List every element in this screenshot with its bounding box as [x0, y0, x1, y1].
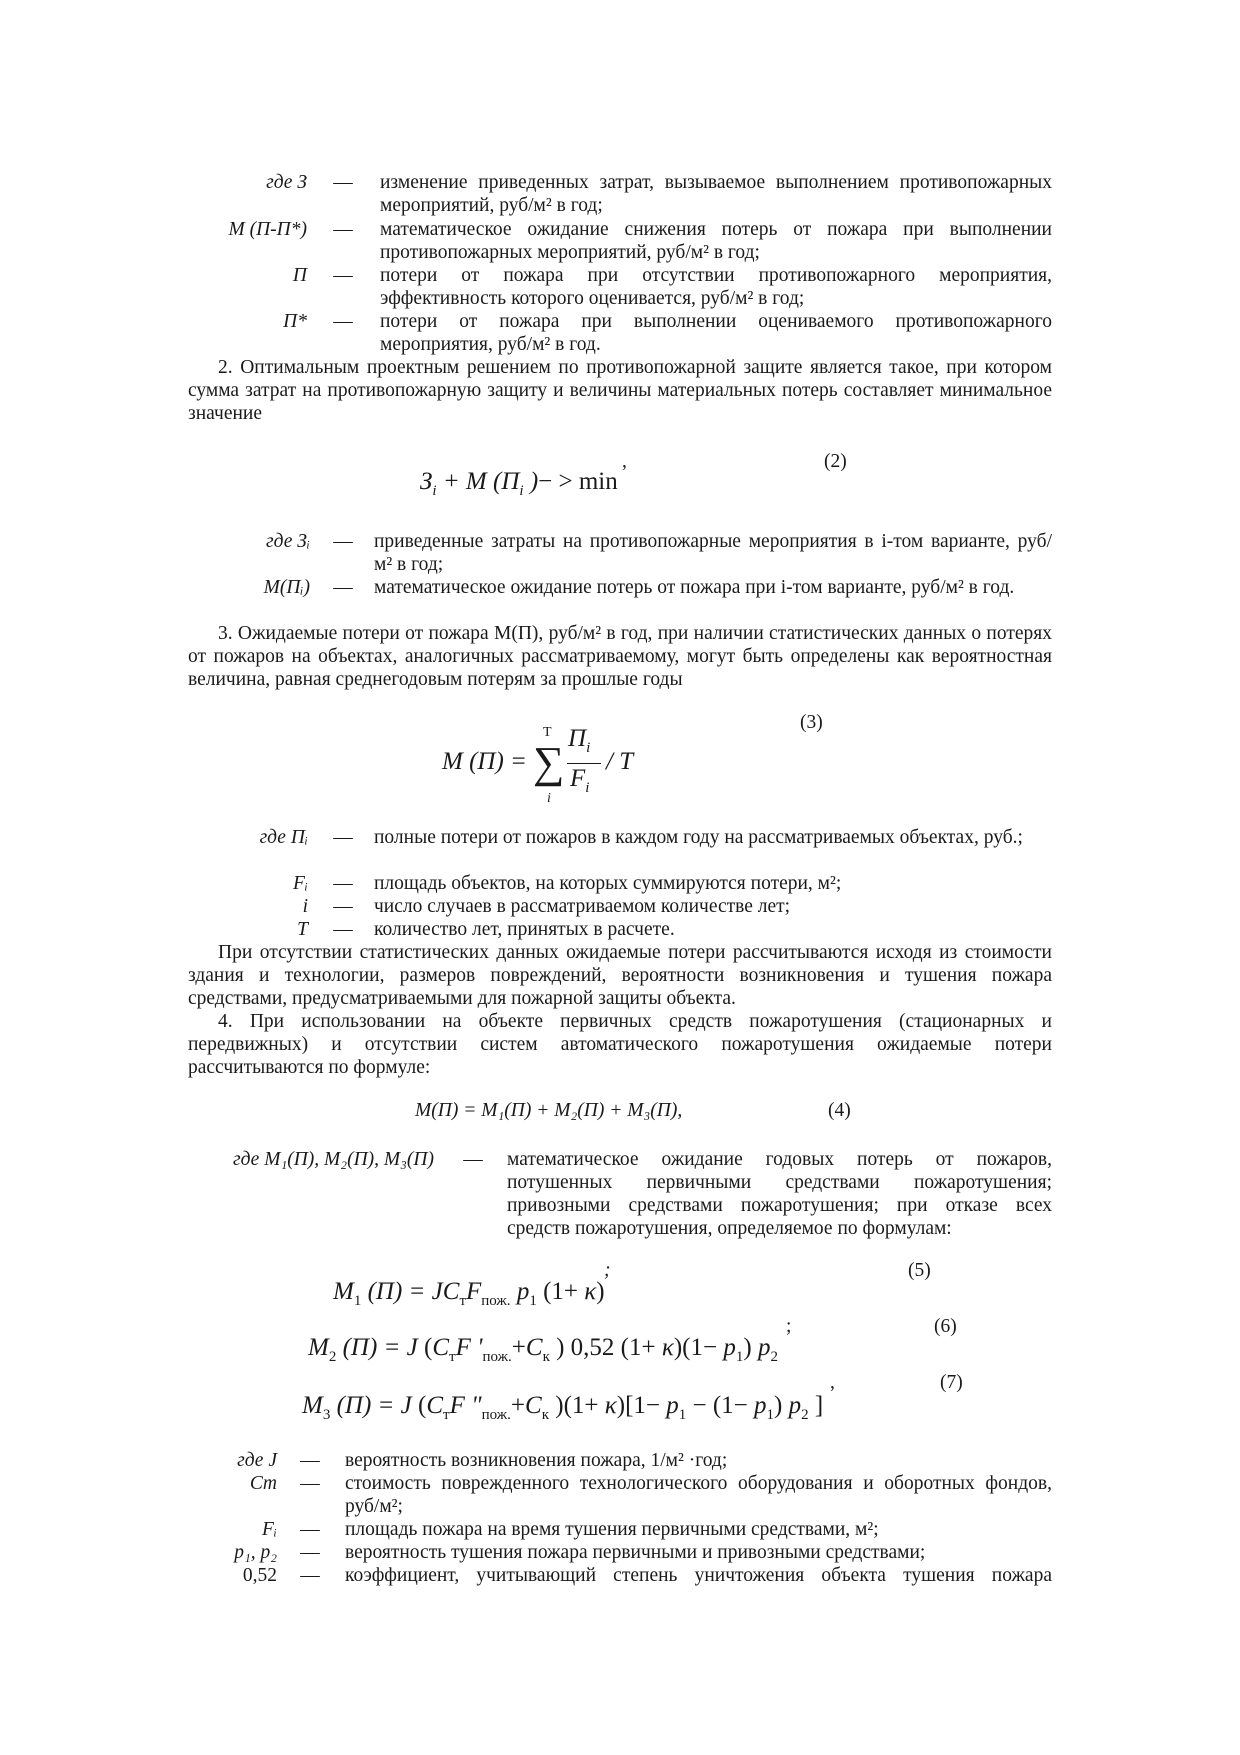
definition-term: p₁, p₂ — [234, 1542, 277, 1563]
definition-term: Cт — [249, 1473, 277, 1494]
definition-term: где Зᵢ — [266, 531, 310, 552]
formula-5-number: (5) — [908, 1260, 931, 1281]
formula-4-number: (4) — [828, 1100, 851, 1121]
definition-text: вероятность тушения пожара первичными и привозными средствами; — [345, 1542, 926, 1563]
definition-dash: — — [300, 1519, 320, 1540]
definition-text: математическое ожидание снижения потерь от пожара при выполнении противопожарных мероприятий, руб/м² в год; — [380, 219, 1052, 263]
definition-text: вероятность возникновения пожара, 1/м² ·год; — [345, 1450, 728, 1471]
formula-7: $М_3$ (П) = J ($C_тF$ "$_{пож.}+C_к$ )$(1+ \kappa)[1- p_1 - (1- p_1)$ $p_2$ ] — [302, 1392, 824, 1423]
paragraph-4: 4. При использовании на объекте первичных средств пожаротушения (стационарных и передвижных) и отсутствии систем автоматического пожаротушения ожидаемые потери рассчитываются по формуле: — [188, 1011, 1052, 1078]
formula-7-punct: , — [830, 1372, 835, 1393]
definition-dash: — — [333, 873, 353, 894]
definition-text: количество лет, принятых в расчете. — [374, 919, 675, 940]
definition-text: потери от пожара при выполнении оцениваемого противопожарного мероприятия, руб/м² в год. — [380, 311, 1052, 355]
definition-text: математическое ожидание годовых потерь от пожаров, потушенных первичными средствами пожаротушения; привозными средствами пожаротушения; при отказе всех средств пожаротушения, определяемое по формулам: — [507, 1149, 1052, 1239]
formula-2: $З_i + М$ ($П_i$ )− > min — [420, 468, 618, 499]
definition-dash: — — [333, 827, 353, 848]
definition-term: T — [297, 919, 308, 940]
definition-dash: — — [463, 1149, 483, 1170]
formula-6: $М_2$ (П) = J ($C_тF$ '$_{пож.}+C_к$ ) 0,52 $(1+ \kappa)(1- p_1)$ $p_2$ — [308, 1334, 778, 1365]
formula-5: $М_1$ $(П) = JC_тF_{пож.}$ $p_1$ (1+ κ) — [333, 1278, 605, 1309]
definition-text: коэффициент, учитывающий степень уничтожения объекта тушения пожара — [345, 1565, 1052, 1586]
definition-text: полные потери от пожаров в каждом году на рассматриваемых объектах, руб.; — [374, 827, 1023, 848]
formula-5-punct: ; — [604, 1260, 611, 1281]
definition-text: стоимость поврежденного технологического оборудования и оборотных фондов, руб/м²; — [345, 1473, 1052, 1517]
formula-6-number: (6) — [934, 1316, 957, 1337]
formula-7-number: (7) — [940, 1372, 963, 1393]
definition-dash: — — [300, 1542, 320, 1563]
formula-6-punct: ; — [786, 1316, 792, 1337]
definition-text: математическое ожидание потерь от пожара при i-том варианте, руб/м² в год. — [374, 577, 1015, 598]
definition-text: площадь объектов, на которых суммируются потери, м²; — [374, 873, 842, 894]
definition-text: потери от пожара при отсутствии противопожарного мероприятия, эффективность которого оценивается, руб/м² в год; — [380, 265, 1052, 309]
definition-term: где Пᵢ — [259, 827, 308, 848]
paragraph-3: 3. Ожидаемые потери от пожара М(П), руб/м² в год, при наличии статистических данных о потерях от пожаров на объектах, аналогичных рассматриваемому, могут быть определены как вероятностная величина, равная среднегодовым потерям за прошлые годы — [188, 623, 1052, 690]
definition-dash: — — [300, 1565, 320, 1586]
definition-dash: — — [333, 219, 353, 240]
definition-dash: — — [333, 265, 353, 286]
definition-text: площадь пожара на время тушения первичными средствами, м²; — [345, 1519, 879, 1540]
definition-term: П* — [283, 311, 307, 332]
formula-4: М(П) = М₁(П) + М₂(П) + М₃(П), — [415, 1100, 683, 1121]
definition-dash: — — [300, 1473, 320, 1494]
definition-dash: — — [333, 577, 353, 598]
definition-term: где М₁(П), М₂(П), М₃(П) — [232, 1149, 434, 1170]
definition-dash: — — [333, 172, 353, 193]
formula-3: М (П) = ∑ T i $П_i$ $F_i$ / T — [442, 725, 634, 806]
definition-term: где З — [266, 172, 307, 193]
definition-term: М(Пᵢ) — [263, 577, 310, 598]
definition-dash: — — [333, 531, 353, 552]
definition-term: Fᵢ — [293, 873, 308, 894]
formula-3-number: (3) — [800, 712, 823, 733]
definition-text: число случаев в рассматриваемом количестве лет; — [374, 896, 791, 917]
definition-text: приведенные затраты на противопожарные мероприятия в i-том варианте, руб/ м² в год; — [374, 531, 1052, 575]
formula-2-number: (2) — [824, 451, 847, 472]
definition-term: Fᵢ — [262, 1519, 277, 1540]
definition-term: где J — [237, 1450, 277, 1471]
definition-dash: — — [300, 1450, 320, 1471]
formula-2-comma: , — [622, 451, 627, 472]
definition-term: i — [302, 896, 308, 917]
definition-dash: — — [333, 896, 353, 917]
definition-text: изменение приведенных затрат, вызываемое выполнением противопожарных мероприятий, руб/м² в год; — [380, 172, 1052, 216]
definition-dash: — — [333, 919, 353, 940]
definition-term: М (П-П*) — [228, 219, 307, 240]
definition-term: 0,52 — [242, 1565, 277, 1586]
paragraph-no-statistics: При отсутствии статистических данных ожидаемые потери рассчитываются исходя из стоимости здания и технологии, размеров повреждений, вероятности возникновения и тушения пожара средствами, предусматриваемыми для пожарной защиты объекта. — [188, 942, 1052, 1009]
definition-term: П — [292, 265, 307, 286]
definition-dash: — — [333, 311, 353, 332]
paragraph-2: 2. Оптимальным проектным решением по противопожарной защите является такое, при котором сумма затрат на противопожарную защиту и величины материальных потерь составляет минимальное значение — [188, 357, 1052, 424]
